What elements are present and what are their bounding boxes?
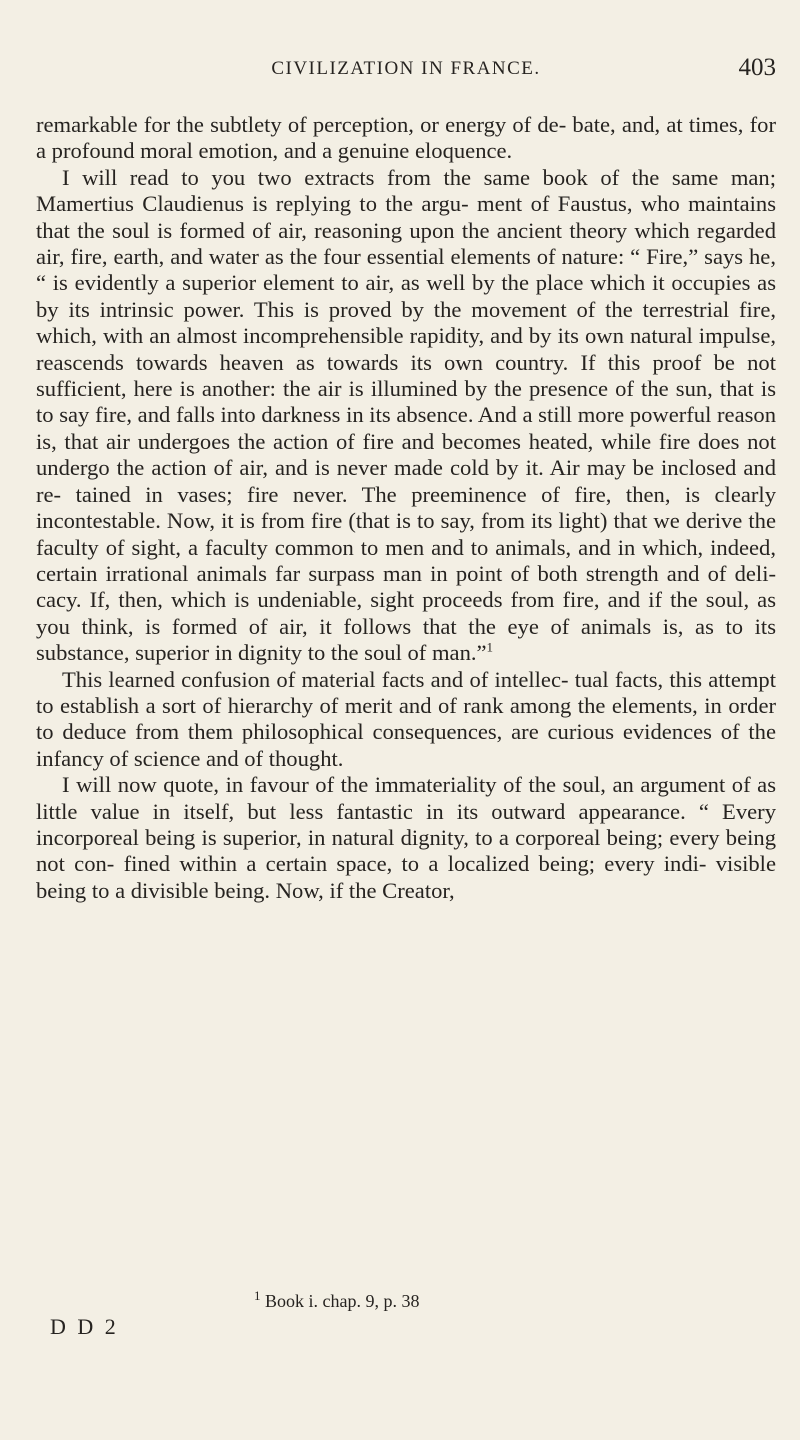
paragraph-1: remarkable for the subtlety of perception, or energy of de- bate, and, at times, for a profound moral emotion, and a genuine eloquence. <box>36 112 776 164</box>
footnote-marker: 1 <box>254 1288 261 1303</box>
paragraph-4: I will now quote, in favour of the immateriality of the soul, an argument of as little value in itself, but less fantastic in its outward appearance. “ Every incorporeal being is superior, in natural dignity, to a corporeal being; every being not con- fined within a certain space, to a localized being; every indi- visible being to a divisible being. Now, if the Creator, <box>36 772 776 903</box>
running-title: CIVILIZATION IN FRANCE. <box>271 58 541 79</box>
paragraph-2 <box>36 165 776 667</box>
footnote <box>254 1288 420 1312</box>
paragraph-2-text: I will read to you two extracts from the same book of the same man; Mamertius Claudienus is replying to the argu- ment of Faustus, who maintains that the soul is formed of air, reasoning upon the ancient theory which regarded air, fire, earth, and water as the four essential elements of nature: “ Fire,” says he, “ is evidently a superior element to air, as well by the place which it occupies as by its intrinsic power. This is proved by the movement of the terrestrial fire, which, with an almost incomprehensible rapidity, and by its own natural impulse, reascends towards heaven as towards its own country. If this proof be not sufficient, here is another: the air is illumined by the presence of the sun, that is to say fire, and falls into darkness in its absence. And a still more powerful reason is, that air undergoes the action of fire and becomes heated, while fire does not undergo the action of air, and is never made cold by it. Air may be inclosed and re- tained in vases; fire never. The preeminence of fire, then, is clearly incontestable. Now, it is from fire (that is to say, from its light) that we derive the faculty of sight, a faculty common to men and to animals, and in which, indeed, certain irrational animals far surpass man in point of both strength and of deli- cacy. If, then, which is undeniable, sight proceeds from fire, and if the soul, as you think, is formed of air, it follows that the eye of animals is, as to its substance, superior in dignity to the soul of man.” <box>36 164 776 666</box>
paragraph-3: This learned confusion of material facts and of intellec- tual facts, this attempt to establish a sort of hierarchy of merit and of rank among the elements, in order to deduce from them philosophical consequences, are curious evidences of the infancy of science and of thought. <box>36 666 776 771</box>
page-number: 403 <box>738 54 776 81</box>
footnote-reference: 1 <box>486 639 494 655</box>
footnote-text: Book i. chap. 9, p. 38 <box>265 1291 420 1311</box>
body-text <box>36 112 776 904</box>
printer-signature: D D 2 <box>50 1314 119 1339</box>
page-header <box>36 52 776 92</box>
